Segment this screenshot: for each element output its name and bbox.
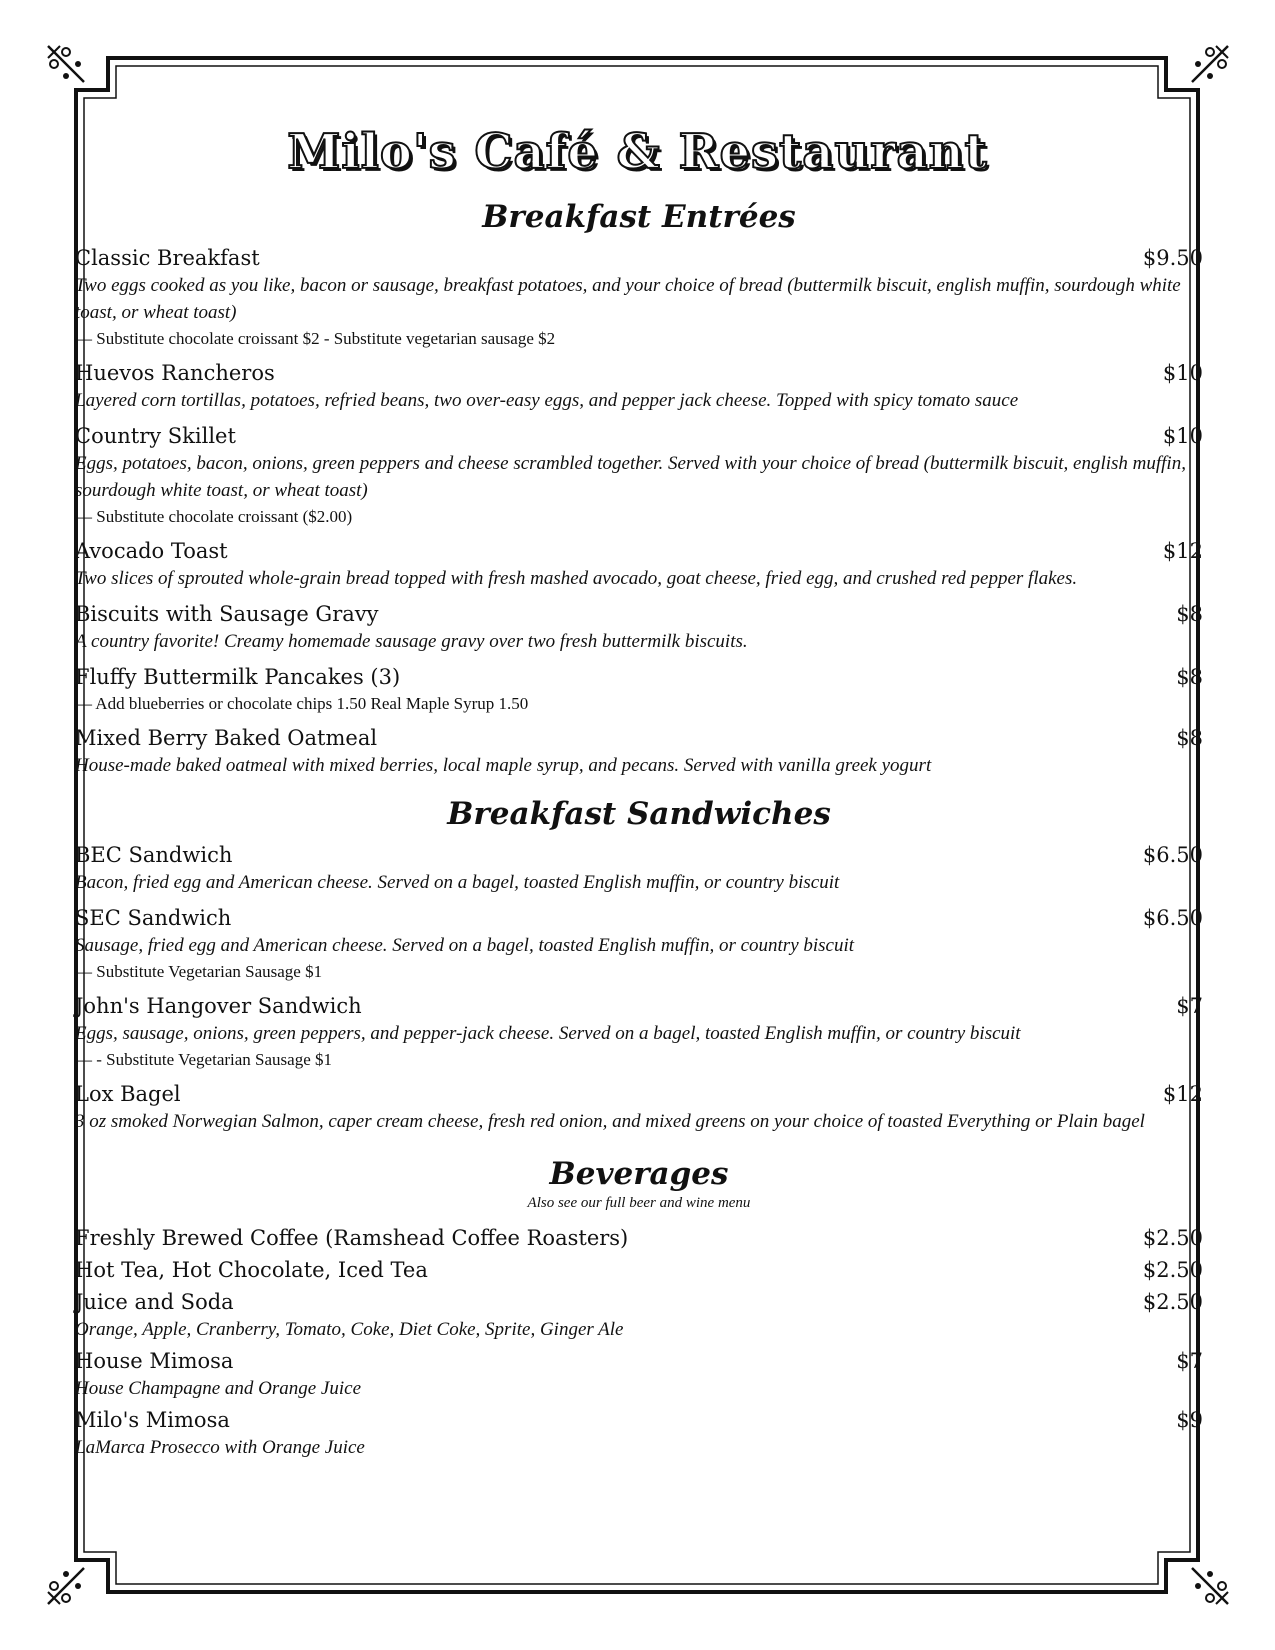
item-price: $7 [1176,1349,1203,1374]
menu-item [75,1224,1203,1252]
item-name: SEC Sandwich [75,906,232,931]
corner-ornament-icon [1186,40,1234,88]
item-price: $7 [1176,994,1203,1019]
menu-item [75,663,1203,716]
menu-item [75,904,1203,984]
section-breakfast-sandwiches [75,797,1203,1135]
item-name: Juice and Soda [75,1290,234,1315]
item-description: Sausage, fried egg and American cheese. Served on a bagel, toasted English muffin, or country biscuit [75,935,855,957]
item-name: Hot Tea, Hot Chocolate, Iced Tea [75,1258,428,1283]
item-price: $8 [1176,726,1203,751]
item-price: $8 [1176,602,1203,627]
item-price: $8 [1176,665,1203,690]
item-price: $2.50 [1142,1258,1203,1283]
item-name: House Mimosa [75,1349,234,1374]
item-name: Milo's Mimosa [75,1408,230,1433]
section-note: Also see our full beer and wine menu [527,1195,751,1212]
item-price: $12 [1162,539,1203,564]
item-note: — Substitute Vegetarian Sausage $1 [75,962,323,982]
item-name: Huevos Rancheros [75,361,275,386]
menu-item [75,359,1203,414]
item-name: Mixed Berry Baked Oatmeal [75,726,378,751]
item-price: $9 [1176,1408,1203,1433]
menu-item [75,537,1203,592]
section-heading: Breakfast Entrées [482,199,796,235]
item-description: Two slices of sprouted whole-grain bread topped with fresh mashed avocado, goat cheese, fried egg, and crushed red pepper flakes. [75,568,1078,590]
item-name: John's Hangover Sandwich [75,994,362,1019]
item-description: A country favorite! Creamy homemade sausage gravy over two fresh buttermilk biscuits. [75,631,748,653]
item-note: — Substitute chocolate croissant $2 - Substitute vegetarian sausage $2 [75,329,556,349]
menu-item [75,422,1203,529]
menu-item [75,244,1203,351]
menu-item [75,1256,1203,1284]
item-description: House-made baked oatmeal with mixed berries, local maple syrup, and pecans. Served with vanilla greek yogurt [75,755,932,777]
item-description: Orange, Apple, Cranberry, Tomato, Coke, Diet Coke, Sprite, Ginger Ale [75,1319,624,1341]
item-price: $9.50 [1142,246,1203,271]
menu-item [75,1080,1203,1135]
menu-item [75,1288,1203,1343]
item-price: $2.50 [1142,1290,1203,1315]
menu-item [75,1347,1203,1402]
section-heading: Breakfast Sandwiches [447,796,831,833]
item-description: Eggs, sausage, onions, green peppers, and pepper-jack cheese. Served on a bagel, toasted English muffin, or country biscuit [75,1023,1021,1045]
item-note: — Substitute chocolate croissant ($2.00) [75,507,353,527]
item-name: Avocado Toast [75,539,228,564]
menu-content [75,200,1203,1465]
section-beverages [75,1157,1203,1461]
menu-item [75,1406,1203,1461]
item-name: BEC Sandwich [75,843,233,868]
item-name: Classic Breakfast [75,246,260,271]
restaurant-title: Milo's Café & Restaurant [287,124,988,180]
item-price: $10 [1162,424,1203,449]
item-name: Country Skillet [75,424,236,449]
item-name: Biscuits with Sausage Gravy [75,602,379,627]
corner-ornament-icon [1186,1562,1234,1610]
item-note: — Add blueberries or chocolate chips 1.50 Real Maple Syrup 1.50 [75,694,529,714]
corner-ornament-icon [42,40,90,88]
item-description: LaMarca Prosecco with Orange Juice [75,1437,365,1459]
item-description: Bacon, fried egg and American cheese. Served on a bagel, toasted English muffin, or country biscuit [75,872,840,894]
menu-item [75,724,1203,779]
item-name: Freshly Brewed Coffee (Ramshead Coffee Roasters) [75,1226,629,1251]
item-price: $6.50 [1142,843,1203,868]
section-heading: Beverages [549,1156,729,1193]
item-name: Lox Bagel [75,1082,181,1107]
item-price: $6.50 [1142,906,1203,931]
item-description: Eggs, potatoes, bacon, onions, green peppers and cheese scrambled together. Served with your choice of bread (buttermilk biscuit, english muffin, sourdough white toast, or wheat toast) [75,453,1186,502]
item-note: — - Substitute Vegetarian Sausage $1 [75,1050,333,1070]
menu-item [75,600,1203,655]
item-description: Two eggs cooked as you like, bacon or sausage, breakfast potatoes, and your choice of bread (buttermilk biscuit, english muffin, sourdough white toast, or wheat toast) [75,275,1181,324]
item-price: $2.50 [1142,1226,1203,1251]
item-price: $10 [1162,361,1203,386]
menu-item [75,992,1203,1072]
section-breakfast-entrees [75,200,1203,779]
item-price: $12 [1162,1082,1203,1107]
corner-ornament-icon [42,1562,90,1610]
item-name: Fluffy Buttermilk Pancakes (3) [75,665,401,690]
item-description: Layered corn tortillas, potatoes, refried beans, two over-easy eggs, and pepper jack cheese. Topped with spicy tomato sauce [75,390,1019,412]
item-description: 3 oz smoked Norwegian Salmon, caper cream cheese, fresh red onion, and mixed greens on your choice of toasted Everything or Plain bagel [75,1111,1145,1133]
item-description: House Champagne and Orange Juice [75,1378,362,1400]
menu-item [75,841,1203,896]
